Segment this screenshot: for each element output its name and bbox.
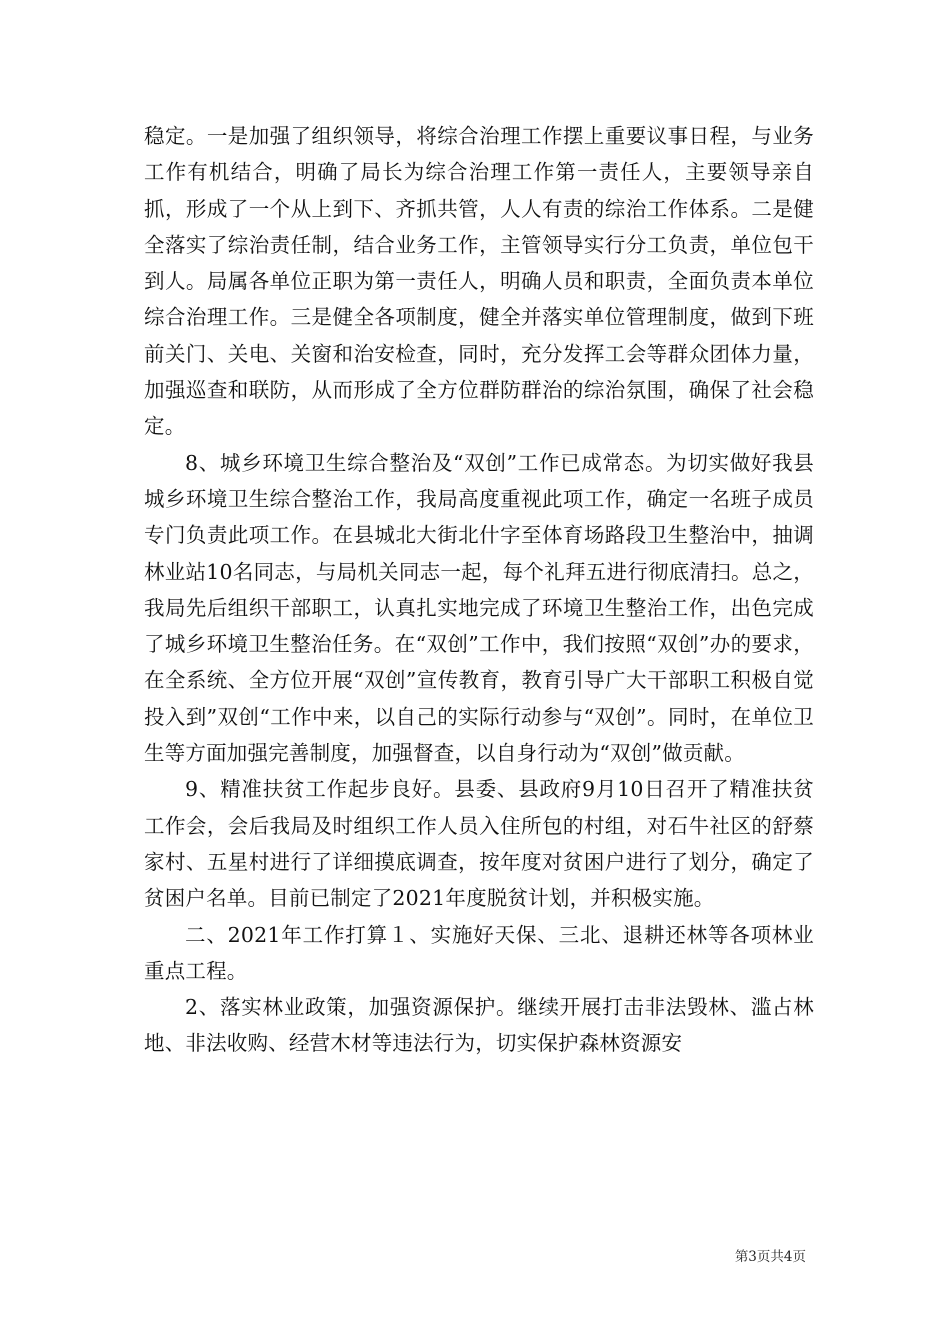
document-body bbox=[144, 118, 814, 1062]
paragraph-5: 2、落实林业政策，加强资源保护。继续开展打击非法毁林、滥占林地、非法收购、经营木材等违法行为，切实保护森林资源安 bbox=[144, 995, 814, 1056]
paragraph-1: 稳定。一是加强了组织领导，将综合治理工作摆上重要议事日程，与业务工作有机结合，明确了局长为综合治理工作第一责任人，主要领导亲自抓，形成了一个从上到下、齐抓共管，人人有责的综治工作体系。二是健全落实了综治责任制，结合业务工作，主管领导实行分工负责，单位包干到人。局属各单位正职为第一责任人，明确人员和职责，全面负责本单位综合治理工作。三是健全各项制度，健全并落实单位管理制度，做到下班前关门、关电、关窗和治安检查，同时，充分发挥工会等群众团体力量，加强巡查和联防，从而形成了全方位群防群治的综治氛围，确保了社会稳定。 bbox=[144, 124, 814, 439]
paragraph-4: 二、2021年工作打算１、实施好天保、三北、退耕还林等各项林业重点工程。 bbox=[144, 922, 814, 983]
paragraph-2: 8、城乡环境卫生综合整治及“双创”工作已成常态。为切实做好我县城乡环境卫生综合整治工作，我局高度重视此项工作，确定一名班子成员专门负责此项工作。在县城北大街北什字至体育场路段卫生整治中，抽调林业站10名同志，与局机关同志一起，每个礼拜五进行彻底清扫。总之，我局先后组织干部职工，认真扎实地完成了环境卫生整治工作，出色完成了城乡环境卫生整治任务。在“双创”工作中，我们按照“双创”办的要求，在全系统、全方位开展“双创”宣传教育，教育引导广大干部职工积极自觉投入到”双创“工作中来，以自己的实际行动参与“双创”。同时，在单位卫生等方面加强完善制度，加强督查，以自身行动为“双创”做贡献。 bbox=[144, 450, 814, 766]
paragraph-3: 9、精准扶贫工作起步良好。县委、县政府9月10日召开了精准扶贫工作会，会后我局及时组织工作人员入住所包的村组，对石牛社区的舒蔡家村、五星村进行了详细摸底调查，按年度对贫困户进行了划分，确定了贫困户名单。目前已制定了2021年度脱贫计划，并积极实施。 bbox=[144, 777, 814, 911]
page-number-footer: 第3页共4页 bbox=[734, 1249, 806, 1265]
